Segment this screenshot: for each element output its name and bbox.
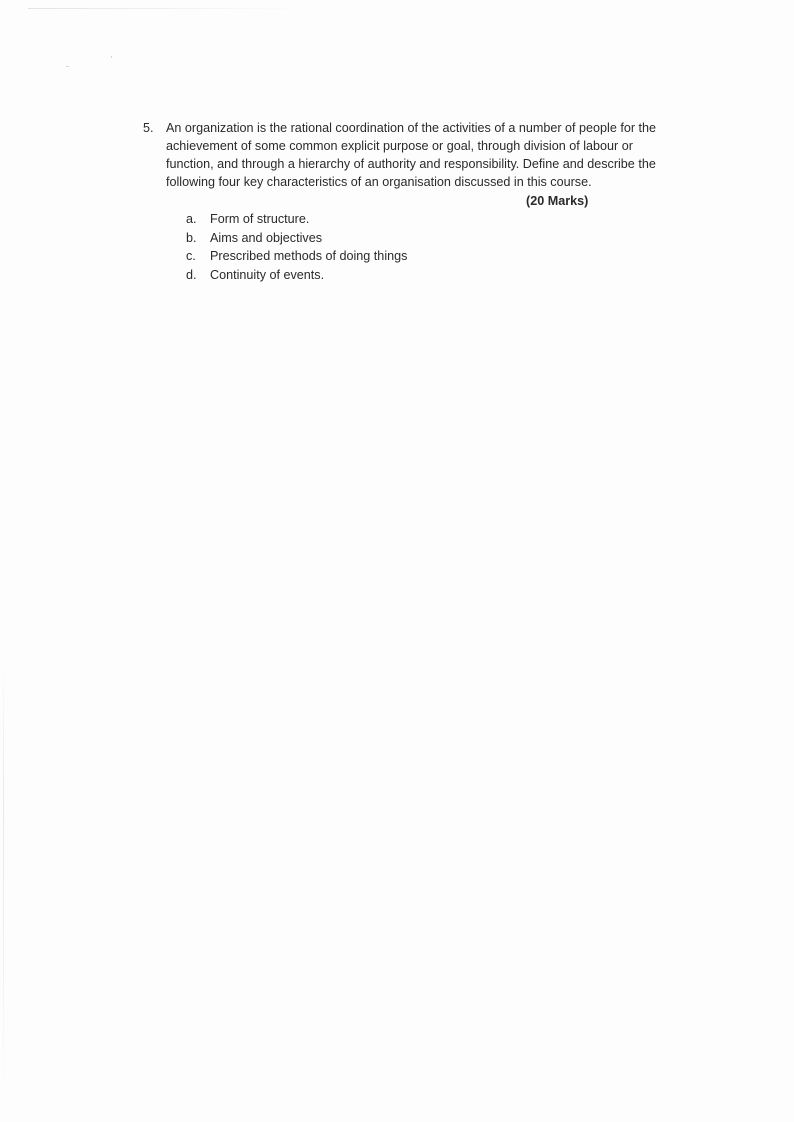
question-number: 5. <box>143 121 154 135</box>
list-item-letter: b. <box>186 230 197 245</box>
list-item-text: Continuity of events. <box>210 267 325 282</box>
scan-speck <box>66 66 69 67</box>
scan-artifact-left-edge <box>3 660 4 1100</box>
scan-artifact-top-line <box>28 8 308 9</box>
list-item <box>186 229 407 248</box>
list-item <box>186 266 407 285</box>
list-item-text: Form of structure. <box>210 212 310 226</box>
question-text: An organization is the rational coordination of the activities of a number of people for the achievement of some common explicit purpose or goal, through division of labour or function, and through a hierarchy of authority and responsibility. Define and describe the following four key characteristics of an organisation discussed in this course. <box>166 121 657 189</box>
marks-label: (20 Marks) <box>526 194 589 208</box>
question-5 <box>143 119 673 191</box>
list-item-letter: d. <box>186 267 197 282</box>
list-item-letter: a. <box>186 212 197 226</box>
list-item <box>186 247 407 266</box>
scan-speck <box>111 56 112 58</box>
sub-question-list <box>186 210 407 284</box>
list-item-text: Prescribed methods of doing things <box>210 249 408 263</box>
list-item-letter: c. <box>186 249 196 263</box>
list-item-text: Aims and objectives <box>210 230 322 245</box>
list-item <box>186 210 407 229</box>
